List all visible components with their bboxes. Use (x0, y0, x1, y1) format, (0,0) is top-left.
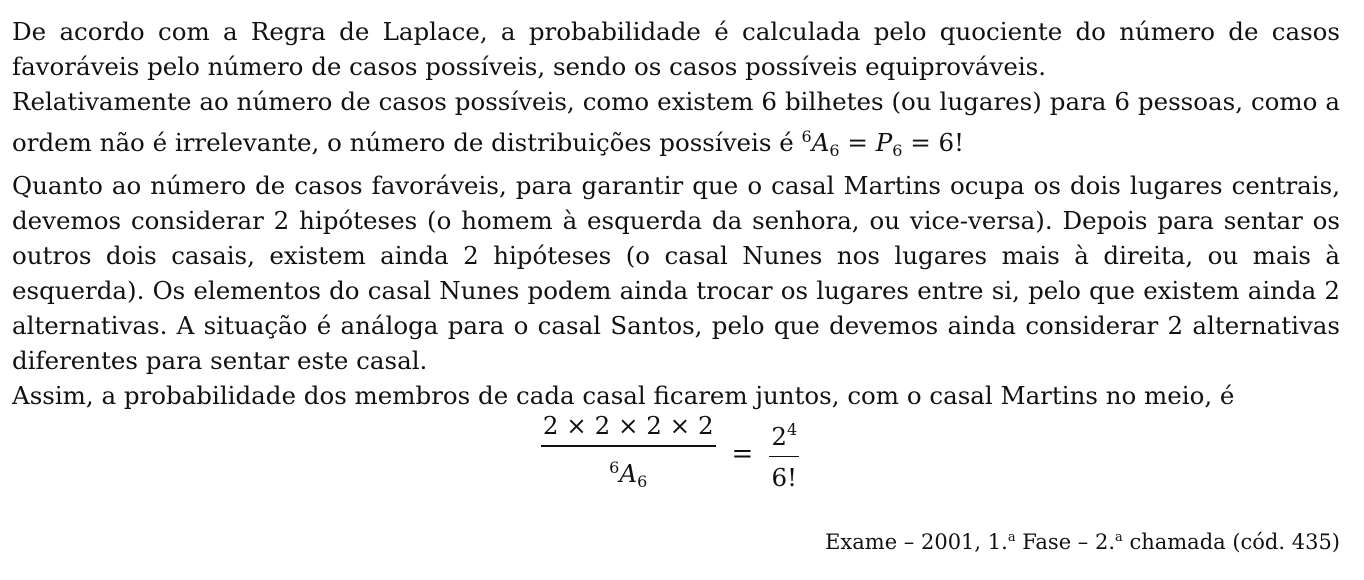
right-denominator: 6! (771, 463, 797, 493)
exam-source-citation (825, 524, 1340, 556)
formula-equals-sign: = (731, 439, 754, 469)
paragraph-conclusion: Assim, a probabilidade dos membros de cada casal ficarem juntos, com o casal Martins no meio, é (12, 381, 1235, 410)
right-numerator-exponent: 4 (786, 419, 798, 439)
left-denominator-symbol: A (619, 458, 638, 488)
equals-sign-2: = (910, 128, 931, 157)
possible-cases-text: Relativamente ao número de casos possíveis, como existem 6 bilhetes (ou lugares) para 6 pessoas, como a ordem não é irrelevante, o número de distribuições possíveis é (12, 87, 1340, 157)
right-numerator (769, 415, 799, 456)
permutation-subscript: 6 (892, 141, 903, 160)
right-fraction (769, 415, 799, 494)
paragraph-possible-cases (12, 84, 1340, 168)
factorial-value: 6! (938, 128, 964, 157)
paragraph-favorable-cases: Quanto ao número de casos favoráveis, para garantir que o casal Martins ocupa os dois lugares centrais, devemos considerar 2 hipóteses (o homem à esquerda da senhora, ou vice-versa). Depois para sentar os outros dois casais, existem ainda 2 hipóteses (o casal Nunes nos lugares mais à direita, ou mais à esquerda). Os elementos do casal Nunes podem ainda trocar os lugares entre si, pelo que existem ainda 2 alternativas. A situação é análoga para o casal Santos, pelo que devemos ainda considerar 2 alternativas diferentes para sentar este casal. (12, 171, 1340, 375)
left-numerator: 2 × 2 × 2 × 2 (542, 411, 714, 441)
right-numerator-base: 2 (771, 421, 787, 451)
source-exam: Exame – 2001, 1. (825, 530, 1008, 554)
left-denominator-subscript: 6 (637, 471, 648, 491)
arrangement-prefix: 6 (801, 127, 812, 146)
document-body (12, 14, 1340, 413)
left-denominator-prefix: 6 (609, 457, 620, 477)
source-ordinal-1: a (1007, 530, 1016, 545)
probability-formula (0, 408, 1340, 500)
permutation-symbol: P (875, 128, 893, 157)
paragraph-laplace-rule: De acordo com a Regra de Laplace, a probabilidade é calculada pelo quociente do número de casos favoráveis pelo número de casos possíveis, sendo os casos possíveis equiprováveis. (12, 17, 1340, 81)
source-ordinal-2: a (1115, 530, 1123, 545)
left-fraction (541, 411, 716, 497)
source-phase: Fase – 2. (1015, 530, 1116, 554)
left-denominator (607, 447, 649, 497)
arrangement-expression (801, 127, 964, 160)
arrangement-symbol: A (811, 128, 830, 157)
source-call: chamada (cód. 435) (1122, 530, 1340, 554)
arrangement-subscript: 6 (829, 141, 840, 160)
equals-sign-1: = (847, 128, 868, 157)
